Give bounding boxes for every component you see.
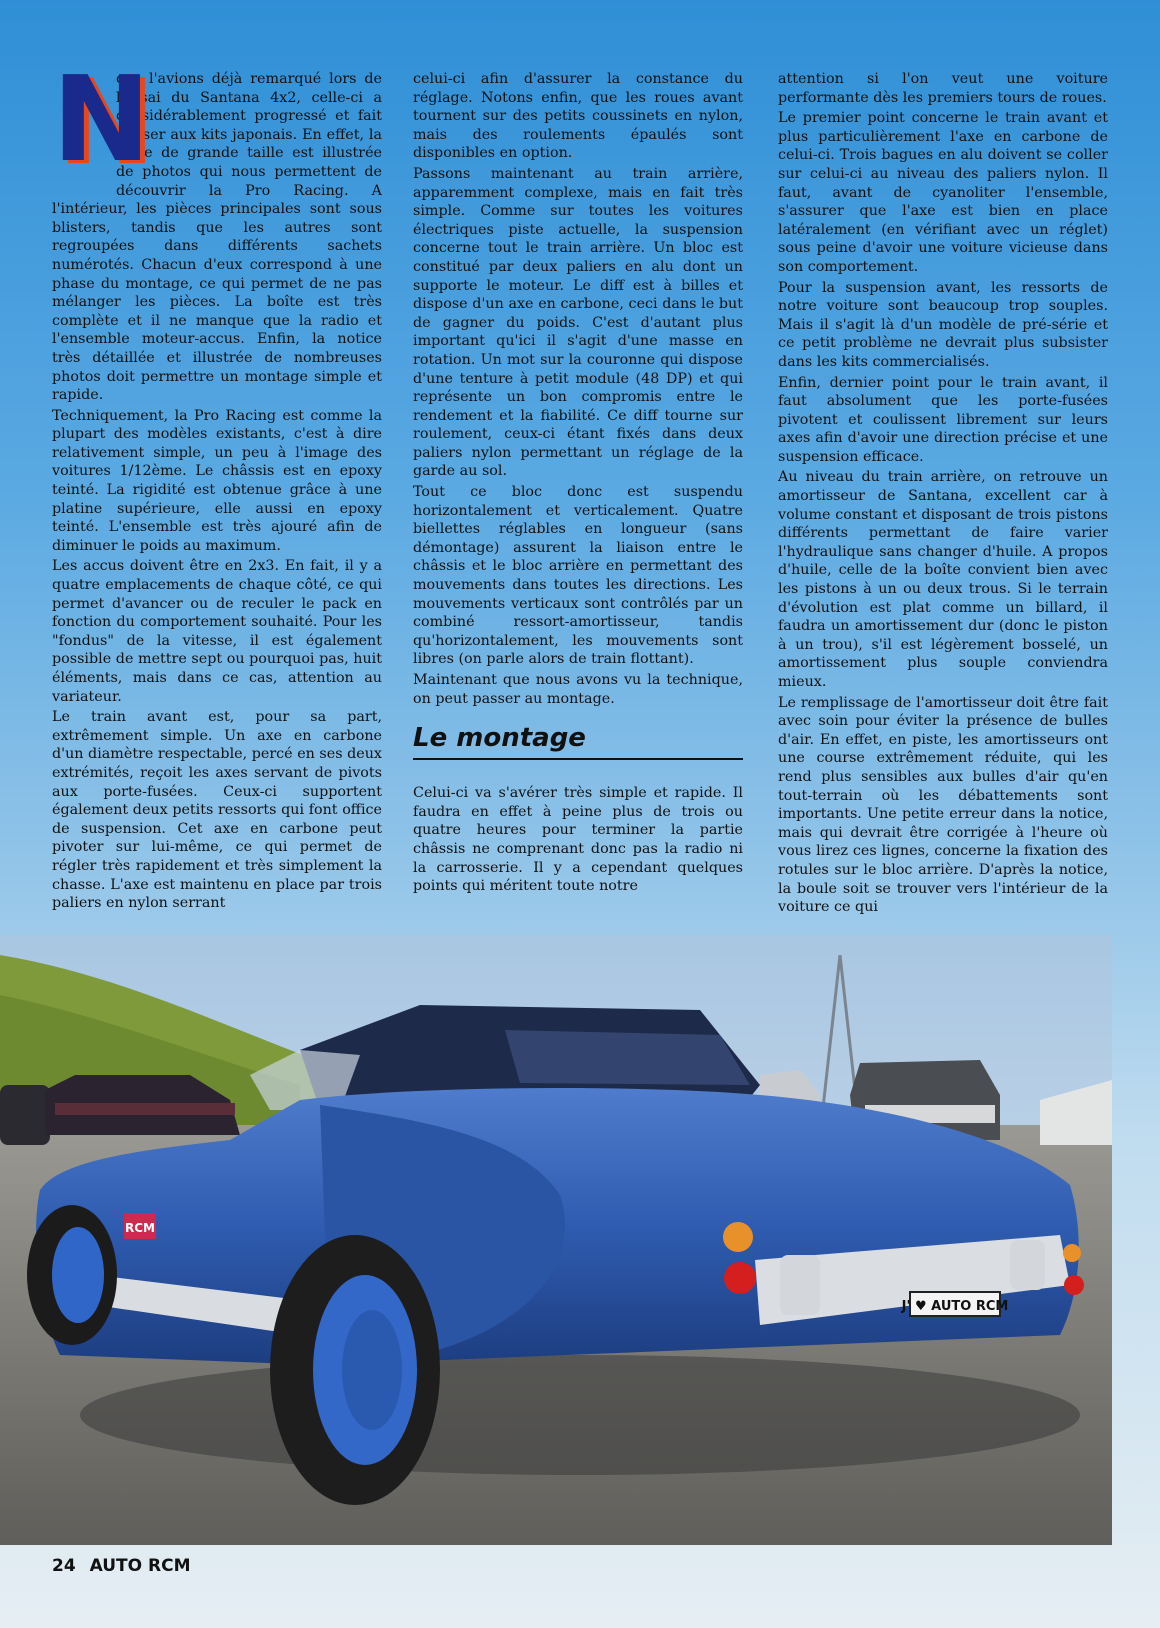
paragraph: Passons maintenant au train arrière, apparemment complexe, mais en fait très simple. Comme sur toutes les voitures électriques piste actuelle, la suspension concerne tout le train arrière. Un bloc est constitué par deux paliers en alu dont un supporte le moteur. Le diff est à billes et dispose d'un axe en carbone, ceci dans le but de gagner du poids. C'est d'autant plus important qu'ici il s'agit d'une masse en rotation. Un mot sur la couronne qui dispose d'une tenture à petit module (48 DP) et qui représente un bon compromis entre le rendement et la fiabilité. Ce diff tourne sur roulement, ceux-ci étant fixés dans deux paliers nylon permettant un réglage de la garde au sol.: [413, 165, 743, 480]
magazine-name: AUTO RCM: [89, 1556, 191, 1576]
article-column-3: [778, 70, 1108, 926]
paragraph: Tout ce bloc donc est suspendu horizontalement et verticalement. Quatre biellettes réglables en longueur (sans démontage) assurent la liaison entre le châssis et le bloc arrière en permettant des mouvements dans toutes les directions. Les mouvements verticaux sont contrôlés par un combiné ressort-amortisseur, tandis qu'horizontalement, les mouvements sont libres (on parle alors de train flottant).: [413, 484, 743, 668]
paragraph: Maintenant que nous avons vu la technique, on peut passer au montage.: [413, 672, 743, 707]
paragraph: Celui-ci va s'avérer très simple et rapide. Il faudra en effet à peine plus de trois ou quatre heures pour terminer la partie châssis ne comprenant donc pas la radio ni la carrosserie. Il y a cependant quelques points qui méritent toute notre: [413, 785, 743, 895]
article-column-2: [413, 70, 743, 926]
car-photo-illustration: [0, 935, 1112, 1545]
section-title: Le montage: [413, 722, 743, 760]
paragraph: Pour la suspension avant, les ressorts de notre voiture sont beaucoup trop souples. Mais il s'agit là d'un modèle de pré-série et ce petit problème ne devrait plus subsister dans les kits commercialisés.: [778, 279, 1108, 370]
side-logo: RCM: [125, 1221, 155, 1235]
paragraph: Techniquement, la Pro Racing est comme la plupart des modèles existants, c'est à dire relativement simple, un peu à l'image des voitures 1/12ème. Le châssis est en epoxy teinté. La rigidité est obtenue grâce à une platine supérieure, elle aussi en epoxy teinté. L'ensemble est très ajouré afin de diminuer le poids au maximum.: [52, 407, 382, 554]
drop-cap: N: [52, 70, 151, 188]
paragraph: Le remplissage de l'amortisseur doit être fait avec soin pour éviter la présence de bulles d'air. En effet, en piste, les amortisseurs ont une course extrêmement réduite, qui les rend plus sensibles aux bulles d'air qu'en tout-terrain où les débattements sont importants. Une petite erreur dans la notice, mais qui devrait être corrigée à l'heure où vous lirez ces lignes, concerne la fixation des rotules sur le bloc arrière. D'après la notice, la boule soit se trouver vers l'intérieur de la voiture ce qui: [778, 694, 1108, 916]
paragraph: attention si l'on veut une voiture performante dès les premiers tours de roues.: [778, 71, 1108, 106]
license-plate-text: J' ♥ AUTO RCM: [901, 1299, 1009, 1314]
article-column-1: [52, 70, 382, 926]
page-footer: [52, 1556, 190, 1576]
paragraph: Le premier point concerne le train avant et plus particulièrement l'axe en carbone de celui-ci. Trois bagues en alu doivent se coller sur celui-ci au niveau des paliers nylon. Il faut, avant de cyanoliter l'ensemble, s'assurer que l'axe est bien en place latéralement (en vérifiant avec un réglet) sous peine d'avoir une voiture vicieuse dans son comportement.: [778, 110, 1108, 275]
paragraph: Les accus doivent être en 2x3. En fait, il y a quatre emplacements de chaque côté, ce qui permet d'avancer ou de reculer le pack en fonction du comportement souhaité. Pour les "fondus" de la vitesse, il est également possible de mettre sept ou pourquoi pas, huit éléments, mais dans ce cas, attention au variateur.: [52, 558, 382, 705]
paragraph: Au niveau du train arrière, on retrouve un amortisseur de Santana, excellent car à volume constant et disposant de trois pistons différents permettant de faire varier l'hydraulique sans changer d'huile. A propos d'huile, celle de la boîte convient bien avec les pistons à un ou deux trous. Si le terrain d'évolution est plat comme un billard, il faudra un amortissement dur (donc le piston à un trou), s'il est légèrement bosselé, un amortissement plus souple conviendra mieux.: [778, 469, 1108, 690]
paragraph: Le train avant est, pour sa part, extrêmement simple. Un axe en carbone d'un diamètre respectable, percé en ses deux extrémités, reçoit les axes servant de pivots aux porte-fusées. Ceux-ci supportent également deux petits ressorts qui font office de suspension. Cet axe en carbone peut pivoter sur lui-même, ce qui permet de régler très rapidement et très simplement la chasse. L'axe est maintenu en place par trois paliers en nylon serrant: [52, 709, 382, 912]
paragraph: ous l'avions déjà remarqué lors de l'essai du Santana 4x2, celle-ci a considérablement progressé et fait penser aux kits japonais. En effet, la boîte de grande taille est illustrée de photos qui nous permettent de découvrir la Pro Racing. A l'intérieur, les pièces principales sont sous blisters, tandis que les autres sont regroupées dans différents sachets numérotés. Chacun d'eux correspond à une phase du montage, ce qui permet de ne pas mélanger les pièces. La boîte est très complète et il ne manque que la radio et l'ensemble moteur-accus. Enfin, la notice très détaillée et illustrée de nombreuses photos doit permettre un montage simple et rapide.: [52, 71, 382, 404]
page-number: 24: [52, 1556, 76, 1576]
paragraph: celui-ci afin d'assurer la constance du réglage. Notons enfin, que les roues avant tournent sur des petits coussinets en nylon, mais des roulements épaulés sont disponibles en option.: [413, 71, 743, 162]
car-photo: [0, 935, 1112, 1545]
paragraph: Enfin, dernier point pour le train avant, il faut absolument que les porte-fusées pivotent et coulissent librement sur leurs axes afin d'avoir une direction précise et une suspension efficace.: [778, 374, 1108, 465]
